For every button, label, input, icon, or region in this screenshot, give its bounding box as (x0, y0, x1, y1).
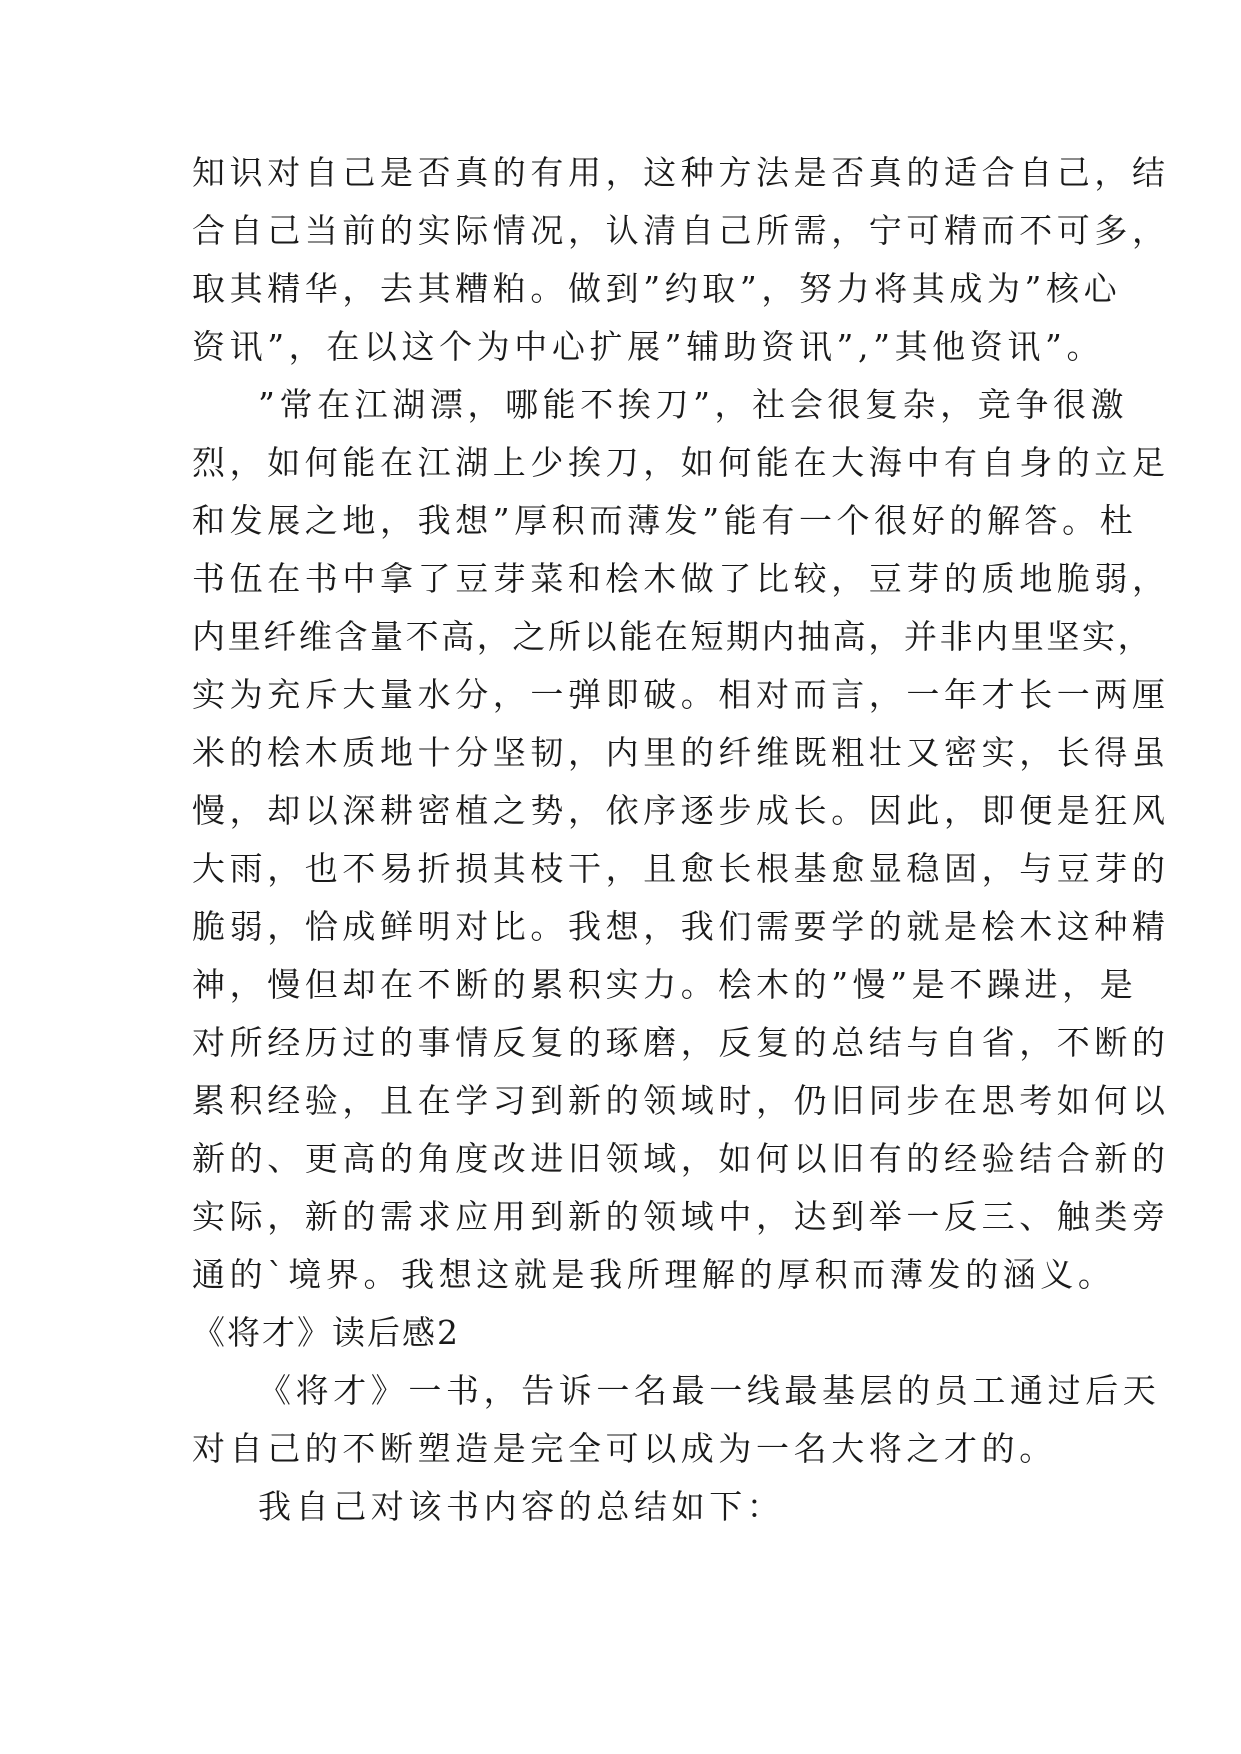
paragraph-line: 《将才》一书，告诉一名最一线最基层的员工通过后天 (258, 1371, 1161, 1410)
paragraph-line: 烈，如何能在江湖上少挨刀，如何能在大海中有自身的立足 (192, 443, 1170, 482)
paragraph-line: 资讯”，在以这个为中心扩展”辅助资讯”,”其他资讯”。 (192, 327, 1105, 366)
paragraph-line: 累积经验，且在学习到新的领域时，仍旧同步在思考如何以 (192, 1081, 1170, 1120)
paragraph-line: 通的`境界。我想这就是我所理解的厚积而薄发的涵义。 (192, 1255, 1116, 1294)
section-heading: 《将才》读后感2 (192, 1313, 460, 1352)
paragraph-line: 米的桧木质地十分坚韧，内里的纤维既粗壮又密实，长得虽 (192, 733, 1170, 772)
paragraph-line: 实为充斥大量水分，一弹即破。相对而言，一年才长一两厘 (192, 675, 1170, 714)
paragraph-line: 和发展之地，我想”厚积而薄发”能有一个很好的解答。杜 (192, 501, 1138, 540)
paragraph-line: 内里纤维含量不高，之所以能在短期内抽高，并非内里坚实， (192, 617, 1154, 656)
paragraph-line: 取其精华，去其糟粕。做到”约取”，努力将其成为”核心 (192, 269, 1122, 308)
paragraph-line: 大雨，也不易折损其枝干，且愈长根基愈显稳固，与豆芽的 (192, 849, 1170, 888)
paragraph-line: 合自己当前的实际情况，认清自己所需，宁可精而不可多， (192, 211, 1170, 250)
paragraph-line: 对自己的不断塑造是完全可以成为一名大将之才的。 (192, 1429, 1057, 1468)
paragraph-line: 慢，却以深耕密植之势，依序逐步成长。因此，即便是狂风 (192, 791, 1170, 830)
paragraph-line: 我自己对该书内容的总结如下： (258, 1487, 785, 1526)
paragraph-line: 实际，新的需求应用到新的领域中，达到举一反三、触类旁 (192, 1197, 1170, 1236)
paragraph-line: 书伍在书中拿了豆芽菜和桧木做了比较，豆芽的质地脆弱， (192, 559, 1170, 598)
paragraph-line: 对所经历过的事情反复的琢磨，反复的总结与自省，不断的 (192, 1023, 1170, 1062)
paragraph-line: ”常在江湖漂，哪能不挨刀”，社会很复杂，竞争很激 (258, 385, 1129, 424)
paragraph-line: 新的、更高的角度改进旧领域，如何以旧有的经验结合新的 (192, 1139, 1170, 1178)
paragraph-line: 脆弱，恰成鲜明对比。我想，我们需要学的就是桧木这种精 (192, 907, 1170, 946)
paragraph-line: 知识对自己是否真的有用，这种方法是否真的适合自己，结 (192, 153, 1170, 192)
paragraph-line: 神，慢但却在不断的累积实力。桧木的”慢”是不躁进，是 (192, 965, 1138, 1004)
